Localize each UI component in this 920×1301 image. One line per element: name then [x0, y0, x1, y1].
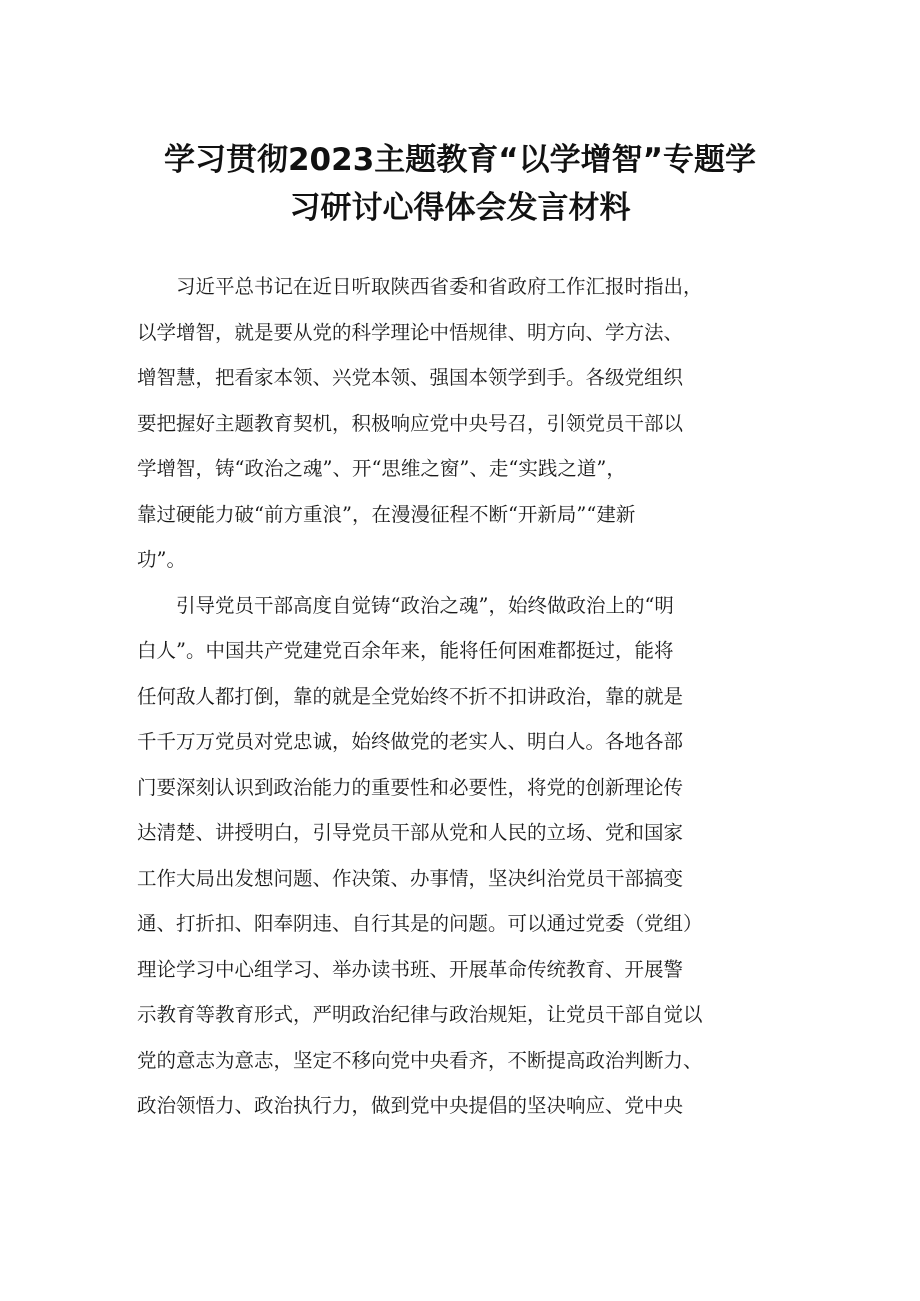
paragraph-2: [137, 583, 797, 1129]
text-line: 增智慧，把看家本领、兴党本领、强国本领学到手。各级党组织: [137, 366, 684, 389]
title-line-2: 习研讨心得体会发言材料: [289, 190, 631, 226]
text-line: 引导党员干部高度自觉铸“政治之魂”，始终做政治上的“明: [137, 593, 674, 617]
text-line: 靠过硬能力破“前方重浪”，在漫漫征程不断“开新局”“建新: [137, 502, 636, 526]
text-line: 千千万万党员对党忠诚，始终做党的老实人、明白人。各地各部: [137, 730, 684, 753]
text-line: 任何敌人都打倒，靠的就是全党始终不折不扣讲政治，靠的就是: [137, 684, 684, 708]
text-line: 习近平总书记在近日听取陕西省委和省政府工作汇报时指出，: [137, 275, 703, 298]
document-title: [110, 136, 810, 232]
text-line: 党的意志为意志，坚定不移向党中央看齐，不断提高政治判断力、: [137, 1048, 703, 1072]
text-line: 要把握好主题教育契机，积极响应党中央号召，引领党员干部以: [137, 411, 684, 435]
text-line: 理论学习中心组学习、举办读书班、开展革命传统教育、开展警: [137, 957, 684, 981]
paragraph-1: [137, 264, 797, 583]
text-line: 工作大局出发想问题、作决策、办事情，坚决纠治党员干部搞变: [137, 866, 684, 890]
text-line: 门要深刻认识到政治能力的重要性和必要性，将党的创新理论传: [137, 775, 684, 799]
text-line: 以学增智，就是要从党的科学理论中悟规律、明方向、学方法、: [137, 320, 684, 344]
text-line: 示教育等教育形式，严明政治纪律与政治规矩，让党员干部自觉以: [137, 1003, 703, 1026]
title-line-1: 学习贯彻2023主题教育“以学增智”专题学: [163, 142, 757, 178]
text-line: 白人”。中国共产党建党百余年来，能将任何困难都挺过，能将: [137, 639, 674, 662]
text-line: 学增智，铸“政治之魂”、开“思维之窗”、走“实践之道”，: [137, 457, 626, 480]
text-line: 政治领悟力、政治执行力，做到党中央提倡的坚决响应、党中央: [137, 1094, 684, 1117]
document-body: [137, 264, 797, 1129]
text-line: 通、打折扣、阳奉阴违、自行其是的问题。可以通过党委（党组）: [137, 912, 703, 935]
text-line: 功”。: [137, 548, 186, 571]
text-line: 达清楚、讲授明白，引导党员干部从党和人民的立场、党和国家: [137, 821, 684, 844]
